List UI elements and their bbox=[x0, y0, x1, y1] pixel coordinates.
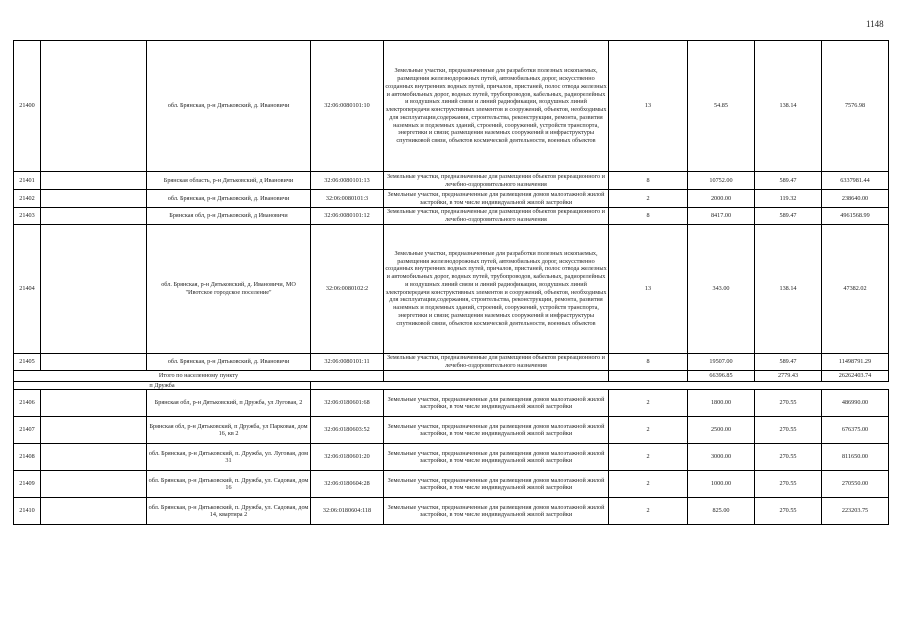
address-cell: Брянская область, р-н Дятьковский, д Ивановичи bbox=[147, 172, 311, 190]
blank-cell bbox=[41, 353, 147, 370]
table-row bbox=[14, 471, 889, 498]
cadastral-value: 6337981.44 bbox=[822, 172, 889, 190]
total-row bbox=[14, 370, 889, 381]
area-cell: 1800.00 bbox=[688, 390, 755, 417]
cadastral-number: 32:06:0180603:52 bbox=[311, 417, 384, 444]
land-purpose: Земельные участки, предназначенные для разработки полезных ископаемых, размещения железнодорожных путей, автомобильных дорог, искусственно созданных внутренних водных путей, причалов, пристаней, полос отвода железных и автомобильных дорог, водных путей, трубопроводов, кабельных, радиорелейных и воздушных линий связи и линий радиофикации, воздушных линий электропередачи конструктивных элементов и сооружений, объектов, необходимых для эксплуатации,содержания, строительства, реконструкции, ремонта, развития наземных и подземных зданий, строений, сооружений, устройств транспорта, энергетики и связи; размещения наземных сооружений и инфраструктуры спутниковой связи, объектов космической деятельности, военных объектов bbox=[384, 224, 609, 353]
cadastral-value: 486990.00 bbox=[822, 390, 889, 417]
area-cell: 825.00 bbox=[688, 498, 755, 525]
cadastral-number: 32:06:0080101:11 bbox=[311, 353, 384, 370]
blank-cell bbox=[41, 41, 147, 172]
row-id: 21403 bbox=[14, 208, 41, 225]
purpose-code: 2 bbox=[609, 390, 688, 417]
cadastral-number: 32:06:0180601:20 bbox=[311, 444, 384, 471]
cadastral-value: 11498791.29 bbox=[822, 353, 889, 370]
section-blank bbox=[311, 381, 889, 390]
address-cell: обл. Брянская, р-н Дятьковский, д. Ивановичи bbox=[147, 190, 311, 208]
purpose-code: 2 bbox=[609, 471, 688, 498]
rate-cell: 138.14 bbox=[755, 224, 822, 353]
row-id: 21409 bbox=[14, 471, 41, 498]
total-area: 66396.85 bbox=[688, 370, 755, 381]
row-id: 21402 bbox=[14, 190, 41, 208]
blank-cell bbox=[41, 444, 147, 471]
rate-cell: 138.14 bbox=[755, 41, 822, 172]
cadastral-value: 7576.98 bbox=[822, 41, 889, 172]
area-cell: 2000.00 bbox=[688, 190, 755, 208]
land-registry-table bbox=[13, 40, 889, 525]
area-cell: 8417.00 bbox=[688, 208, 755, 225]
purpose-code: 2 bbox=[609, 444, 688, 471]
area-cell: 343.00 bbox=[688, 224, 755, 353]
table-row bbox=[14, 417, 889, 444]
section-row bbox=[14, 381, 889, 390]
address-cell: Брянская обл, р-н Дятьковский, д Ивановичи bbox=[147, 208, 311, 225]
land-purpose: Земельные участки, предназначенные для размещения объектов рекреационного и лечебно-оздоровительного назначения bbox=[384, 353, 609, 370]
purpose-code: 8 bbox=[609, 172, 688, 190]
area-cell: 19507.00 bbox=[688, 353, 755, 370]
address-cell: обл. Брянская, р-н Дятьковский, д. Ивановичи bbox=[147, 353, 311, 370]
row-id: 21408 bbox=[14, 444, 41, 471]
row-id: 21410 bbox=[14, 498, 41, 525]
cadastral-value: 676375.00 bbox=[822, 417, 889, 444]
blank-cell bbox=[41, 471, 147, 498]
table-row bbox=[14, 172, 889, 190]
purpose-code: 8 bbox=[609, 353, 688, 370]
rate-cell: 589.47 bbox=[755, 208, 822, 225]
row-id: 21407 bbox=[14, 417, 41, 444]
rate-cell: 270.55 bbox=[755, 498, 822, 525]
purpose-code: 2 bbox=[609, 417, 688, 444]
cadastral-number: 32:06:0080101:10 bbox=[311, 41, 384, 172]
cadastral-number: 32:06:0080101:12 bbox=[311, 208, 384, 225]
section-label: п Дружба bbox=[14, 381, 311, 390]
total-value: 26262403.74 bbox=[822, 370, 889, 381]
address-cell: обл. Брянская, р-н Дятьковский, п. Дружба, ул. Луговая, дом 31 bbox=[147, 444, 311, 471]
land-purpose: Земельные участки, предназначенные для размещения домов малоэтажной жилой застройки, в том числе индивидуальной жилой застройки bbox=[384, 190, 609, 208]
row-id: 21400 bbox=[14, 41, 41, 172]
row-id: 21401 bbox=[14, 172, 41, 190]
address-cell: обл. Брянская, р-н Дятьковский, п. Дружба, ул. Садовая, дом 16 bbox=[147, 471, 311, 498]
table-row bbox=[14, 390, 889, 417]
blank-cell bbox=[41, 224, 147, 353]
area-cell: 10752.00 bbox=[688, 172, 755, 190]
table-row bbox=[14, 190, 889, 208]
cadastral-value: 47382.02 bbox=[822, 224, 889, 353]
land-purpose: Земельные участки, предназначенные для размещения домов малоэтажной жилой застройки, в том числе индивидуальной жилой застройки bbox=[384, 498, 609, 525]
rate-cell: 270.55 bbox=[755, 390, 822, 417]
row-id: 21406 bbox=[14, 390, 41, 417]
cadastral-value: 223203.75 bbox=[822, 498, 889, 525]
address-cell: обл. Брянская, р-н Дятьковский, д. Ивановичи, МО "Ивотское городское поселение" bbox=[147, 224, 311, 353]
address-cell: Брянская обл, р-н Дятьковский, п Дружба, ул Парковая, дом 16, кв 2 bbox=[147, 417, 311, 444]
purpose-code: 13 bbox=[609, 224, 688, 353]
cadastral-value: 811650.00 bbox=[822, 444, 889, 471]
cadastral-number: 32:06:0080101:13 bbox=[311, 172, 384, 190]
table-row bbox=[14, 444, 889, 471]
blank-cell bbox=[41, 208, 147, 225]
total-rate: 2779.43 bbox=[755, 370, 822, 381]
rate-cell: 270.55 bbox=[755, 471, 822, 498]
address-cell: обл. Брянская, р-н Дятьковский, п. Дружба, ул. Садовая, дом 14, квартира 2 bbox=[147, 498, 311, 525]
address-cell: обл. Брянская, р-н Дятьковский, д. Ивановичи bbox=[147, 41, 311, 172]
land-purpose: Земельные участки, предназначенные для размещения объектов рекреационного и лечебно-оздоровительного назначения bbox=[384, 172, 609, 190]
total-blank bbox=[384, 370, 609, 381]
land-purpose: Земельные участки, предназначенные для разработки полезных ископаемых, размещения железнодорожных путей, автомобильных дорог, искусственно созданных внутренних водных путей, причалов, пристаней, полос отвода железных и автомобильных дорог, водных путей, трубопроводов, кабельных, радиорелейных и воздушных линий связи и линий радиофикации, воздушных линий электропередачи конструктивных элементов и сооружений, объектов, необходимых для эксплуатации,содержания, строительства, реконструкции, ремонта, развития наземных и подземных зданий, строений, сооружений, устройств транспорта, энергетики и связи; размещения наземных сооружений и инфраструктуры спутниковой связи, объектов космической деятельности, военных объектов bbox=[384, 41, 609, 172]
page-number: 1148 bbox=[866, 19, 884, 29]
purpose-code: 2 bbox=[609, 498, 688, 525]
purpose-code: 8 bbox=[609, 208, 688, 225]
cadastral-value: 238640.00 bbox=[822, 190, 889, 208]
area-cell: 54.85 bbox=[688, 41, 755, 172]
row-id: 21405 bbox=[14, 353, 41, 370]
cadastral-value: 270550.00 bbox=[822, 471, 889, 498]
land-purpose: Земельные участки, предназначенные для размещения домов малоэтажной жилой застройки, в том числе индивидуальной жилой застройки bbox=[384, 417, 609, 444]
total-blank-code bbox=[609, 370, 688, 381]
rate-cell: 270.55 bbox=[755, 417, 822, 444]
area-cell: 2500.00 bbox=[688, 417, 755, 444]
rate-cell: 119.32 bbox=[755, 190, 822, 208]
blank-cell bbox=[41, 190, 147, 208]
table-row bbox=[14, 208, 889, 225]
land-purpose: Земельные участки, предназначенные для размещения домов малоэтажной жилой застройки, в том числе индивидуальной жилой застройки bbox=[384, 471, 609, 498]
table-row bbox=[14, 498, 889, 525]
address-cell: Брянская обл, р-н Дятьковский, п Дружба, ул Луговая, 2 bbox=[147, 390, 311, 417]
row-id: 21404 bbox=[14, 224, 41, 353]
cadastral-number: 32:06:0180601:68 bbox=[311, 390, 384, 417]
cadastral-value: 4961568.99 bbox=[822, 208, 889, 225]
area-cell: 1000.00 bbox=[688, 471, 755, 498]
area-cell: 3000.00 bbox=[688, 444, 755, 471]
cadastral-number: 32:06:0080101:3 bbox=[311, 190, 384, 208]
table-row bbox=[14, 41, 889, 172]
cadastral-number: 32:06:0080102:2 bbox=[311, 224, 384, 353]
table-row bbox=[14, 224, 889, 353]
blank-cell bbox=[41, 498, 147, 525]
rate-cell: 589.47 bbox=[755, 172, 822, 190]
land-purpose: Земельные участки, предназначенные для размещения объектов рекреационного и лечебно-оздоровительного назначения bbox=[384, 208, 609, 225]
rate-cell: 589.47 bbox=[755, 353, 822, 370]
purpose-code: 13 bbox=[609, 41, 688, 172]
cadastral-number: 32:06:0180604:118 bbox=[311, 498, 384, 525]
rate-cell: 270.55 bbox=[755, 444, 822, 471]
table-row bbox=[14, 353, 889, 370]
land-purpose: Земельные участки, предназначенные для размещения домов малоэтажной жилой застройки, в том числе индивидуальной жилой застройки bbox=[384, 390, 609, 417]
blank-cell bbox=[41, 390, 147, 417]
total-label: Итого по населенному пункту bbox=[14, 370, 384, 381]
purpose-code: 2 bbox=[609, 190, 688, 208]
blank-cell bbox=[41, 417, 147, 444]
land-purpose: Земельные участки, предназначенные для размещения домов малоэтажной жилой застройки, в том числе индивидуальной жилой застройки bbox=[384, 444, 609, 471]
blank-cell bbox=[41, 172, 147, 190]
cadastral-number: 32:06:0180604:28 bbox=[311, 471, 384, 498]
